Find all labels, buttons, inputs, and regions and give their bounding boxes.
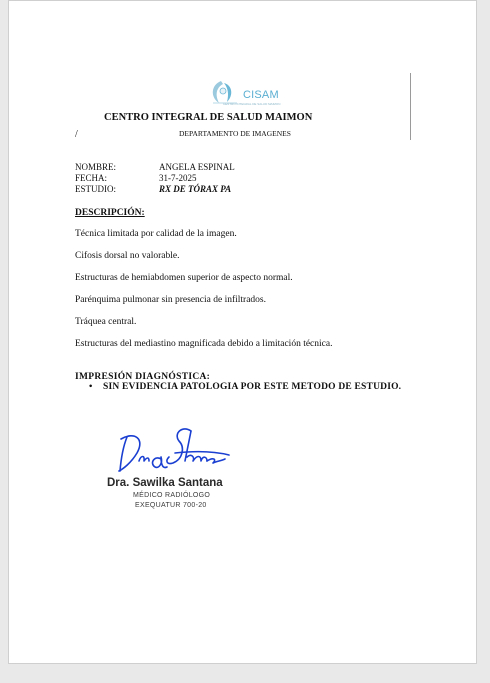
date-value: 31-7-2025 — [159, 173, 197, 183]
study-row — [75, 184, 231, 195]
doctor-role: MÉDICO RADIÓLOGO — [133, 492, 211, 499]
patient-name-label: NOMBRE: — [75, 162, 117, 172]
impression-heading: IMPRESIÓN DIAGNÓSTICA: — [75, 372, 211, 382]
finding-line: Parénquima pulmonar sin presencia de infiltrados. — [75, 295, 267, 305]
date-label: FECHA: — [75, 173, 108, 183]
header-divider — [410, 73, 411, 140]
impression-item — [89, 382, 401, 392]
description-heading: DESCRIPCIÓN: — [75, 208, 145, 218]
logo-subtitle: CENTRO INTEGRAL DE SALUD MAIMON — [223, 102, 281, 106]
patient-name-value: ANGELA ESPINAL — [159, 162, 235, 172]
document-page — [8, 0, 477, 664]
doctor-name: Dra. Sawilka Santana — [107, 477, 223, 489]
handwritten-signature — [113, 421, 233, 481]
doctor-exequatur: EXEQUATUR 700-20 — [135, 502, 207, 509]
logo-wordmark: CISAM — [243, 89, 279, 101]
impression-text: SIN EVIDENCIA PATOLOGIA POR ESTE METODO DE ESTUDIO. — [103, 382, 402, 392]
header-slash: / — [75, 129, 78, 140]
patient-name-row — [75, 162, 235, 173]
date-row — [75, 173, 197, 184]
study-value: RX DE TÓRAX PA — [159, 184, 232, 194]
finding-line: Estructuras de hemiabdomen superior de aspecto normal. — [75, 273, 293, 283]
report-title: CENTRO INTEGRAL DE SALUD MAIMON — [104, 112, 313, 123]
finding-line: Estructuras del mediastino magnificada debido a limitación técnica. — [75, 339, 333, 349]
bullet-icon: • — [89, 382, 93, 392]
finding-line: Cifosis dorsal no valorable. — [75, 251, 180, 261]
finding-line: Técnica limitada por calidad de la imagen. — [75, 229, 237, 239]
finding-line: Tráquea central. — [75, 317, 137, 327]
study-label: ESTUDIO: — [75, 184, 116, 194]
department-name: DEPARTAMENTO DE IMAGENES — [179, 129, 291, 138]
